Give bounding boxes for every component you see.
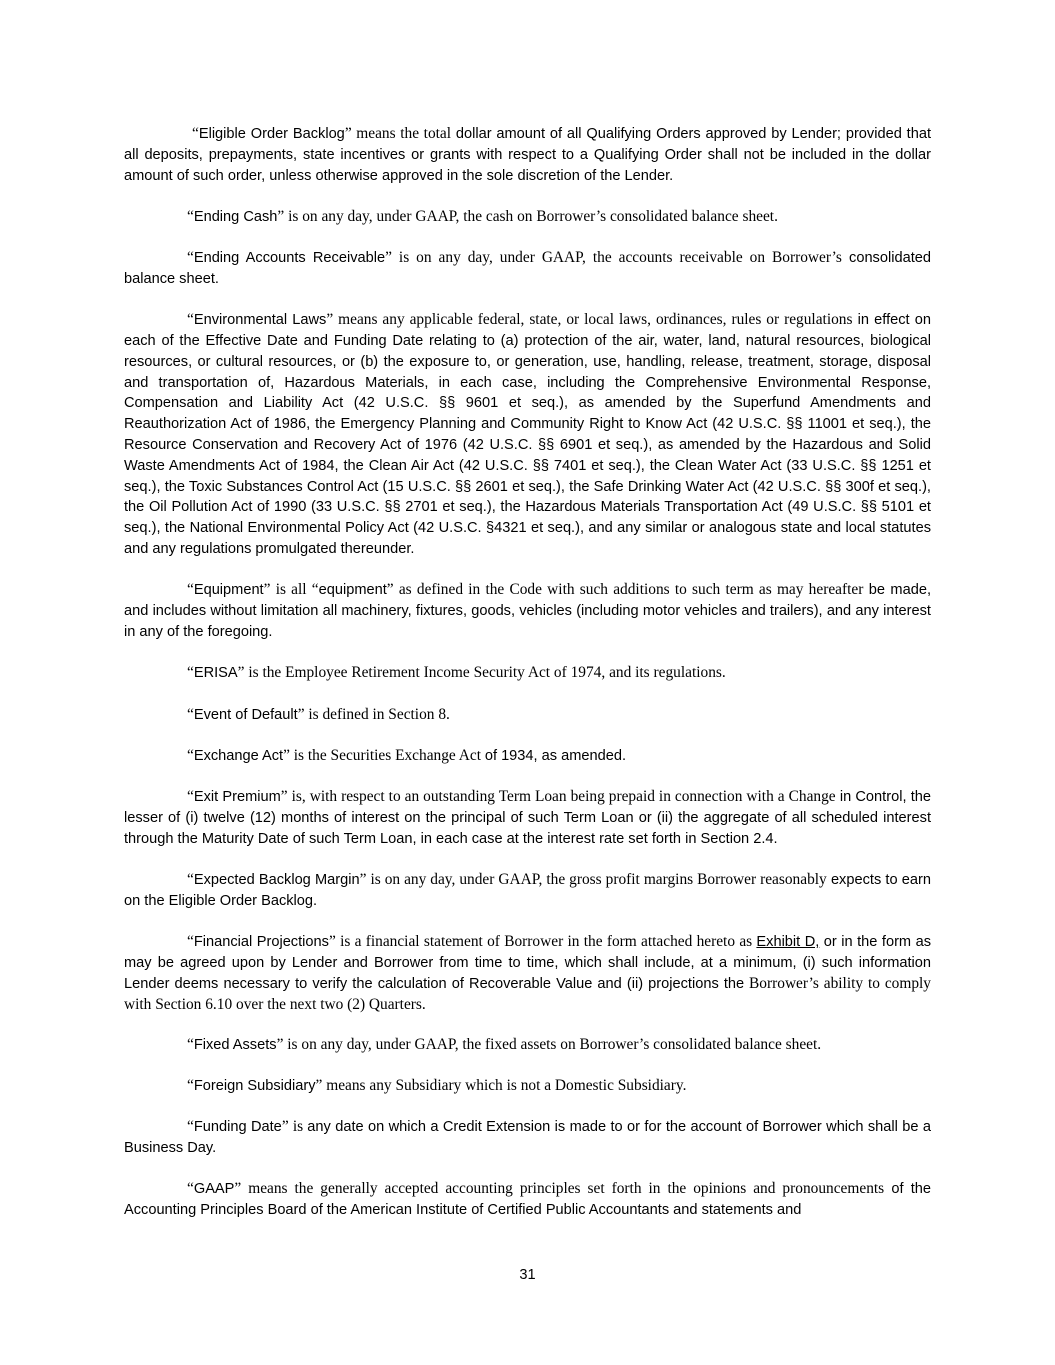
- defined-term: Expected Backlog Margin: [193, 872, 360, 889]
- defined-term: Equipment: [193, 582, 264, 599]
- definition-expected-backlog-margin: “Expected Backlog Margin” is on any day, under GAAP, the gross profit margins Borrower reasonably expects to earn on the Eligible Order Backlog.: [124, 871, 931, 909]
- defined-term: Foreign Subsidiary: [193, 1078, 316, 1095]
- definition-ending-accounts-receivable: “Ending Accounts Receivable” is on any day, under GAAP, the accounts receivable on Borrower’s consolidated balance sheet.: [124, 249, 931, 287]
- defined-term: Eligible Order Backlog: [198, 126, 345, 142]
- definition-ending-cash: “Ending Cash” is on any day, under GAAP, the cash on Borrower’s consolidated balance sheet.: [187, 207, 778, 225]
- defined-term: Ending Cash: [193, 208, 278, 225]
- definition-funding-date: “Funding Date” is any date on which a Credit Extension is made to or for the account of Borrower which shall be a Business Day.: [124, 1118, 931, 1157]
- definition-event-of-default: “Event of Default” is defined in Section 8.: [187, 705, 450, 723]
- page-number: 31: [519, 1267, 536, 1283]
- exhibit-d-link[interactable]: Exhibit D,: [756, 934, 820, 951]
- definition-environmental-laws: “Environmental Laws” means any applicable federal, state, or local laws, ordinances, rules or regulations in effect on each of the Effective Date and Funding Date relating to (a) protection of the air, water, land, natural resources, biological resources, or cultural resources, or (b) the exposure to, or generation, use, handling, release, treatment, storage, disposal and transportation of, Hazardous Materials, in each case, including the Comprehensive Environmental Response, Compensation and Liability Act (42 U.S.C. §§ 9601 et seq.), as amended by the Superfund Amendments and Reauthorization Act of 1986, the Emergency Planning and Community Right to Know Act (42 U.S.C. §§ 11001 et seq.), the Resource Conservation and Recovery Act of 1976 (42 U.S.C. §§ 6901 et seq.), as amended by the Hazardous and Solid Waste Amendments Act of 1984, the Clean Air Act (42 U.S.C. §§ 7401 et seq.), the Clean Water Act (33 U.S.C. §§ 1251 et seq.), the Toxic Substances Control Act (15 U.S.C. §§ 2601 et seq.), the Safe Drinking Water Act (42 U.S.C. §§ 300f et seq.), the Oil Pollution Act of 1990 (33 U.S.C. §§ 2701 et seq.), the Hazardous Materials Transportation Act (49 U.S.C. §§ 5101 et seq.), the National Environmental Policy Act (42 U.S.C. §4321 et seq.), and any similar or analogous state and local statutes and any regulations promulgated thereunder.: [124, 311, 931, 558]
- defined-term: Financial Projections: [193, 934, 329, 951]
- defined-term: Fixed Assets: [193, 1036, 277, 1053]
- definition-equipment: “Equipment” is all “equipment” as defined in the Code with such additions to such term as may hereafter be made, and includes without limitation all machinery, fixtures, goods, vehicles (including motor vehicles and trailers), and any interest in any of the foregoing.: [124, 581, 931, 640]
- definition-eligible-order-backlog: “Eligible Order Backlog” means the total dollar amount of all Qualifying Orders approved by Lender; provided that all deposits, prepayments, state incentives or grants with respect to a Qualifying Order shall not be included in the dollar amount of such order, unless otherwise approved in the sole discretion of the Lender.: [124, 125, 931, 184]
- defined-term: GAAP: [193, 1181, 235, 1198]
- definition-financial-projections: “Financial Projections” is a financial statement of Borrower in the form attached hereto as Exhibit D, or in the form as may be agreed upon by Lender and Borrower from time to time, which shall include, at a minimum, (i) such information Lender deems necessary to verify the calculation of Recoverable Value and (ii) projections the Borrower’s ability to comply with Section 6.10 over the next two (2) Quarters.: [124, 933, 931, 1013]
- definition-gaap: “GAAP” means the generally accepted accounting principles set forth in the opinions and pronouncements of the Accounting Principles Board of the American Institute of Certified Public Accountants and statements and: [124, 1180, 931, 1219]
- definition-fixed-assets: “Fixed Assets” is on any day, under GAAP, the fixed assets on Borrower’s consolidated balance sheet.: [187, 1035, 822, 1053]
- definition-erisa: “ERISA” is the Employee Retirement Income Security Act of 1974, and its regulations.: [187, 664, 726, 682]
- document-page: [124, 124, 931, 1242]
- defined-term: ERISA: [193, 665, 238, 682]
- defined-term: Funding Date: [193, 1119, 282, 1136]
- defined-term: Exchange Act: [193, 747, 284, 764]
- definition-foreign-subsidiary: “Foreign Subsidiary” means any Subsidiary which is not a Domestic Subsidiary.: [187, 1077, 687, 1095]
- definition-exit-premium: “Exit Premium” is, with respect to an outstanding Term Loan being prepaid in connection with a Change in Control, the lesser of (i) twelve (12) months of interest on the principal of such Term Loan or (ii) the aggregate of all scheduled interest through the Maturity Date of such Term Loan, in each case at the interest rate set forth in Section 2.4.: [124, 788, 931, 847]
- definition-exchange-act: “Exchange Act” is the Securities Exchange Act of 1934, as amended.: [187, 746, 627, 764]
- defined-term: Environmental Laws: [193, 312, 327, 329]
- defined-term: Exit Premium: [193, 789, 281, 806]
- defined-term: Event of Default: [193, 706, 298, 723]
- defined-term: Ending Accounts Receivable: [193, 250, 386, 267]
